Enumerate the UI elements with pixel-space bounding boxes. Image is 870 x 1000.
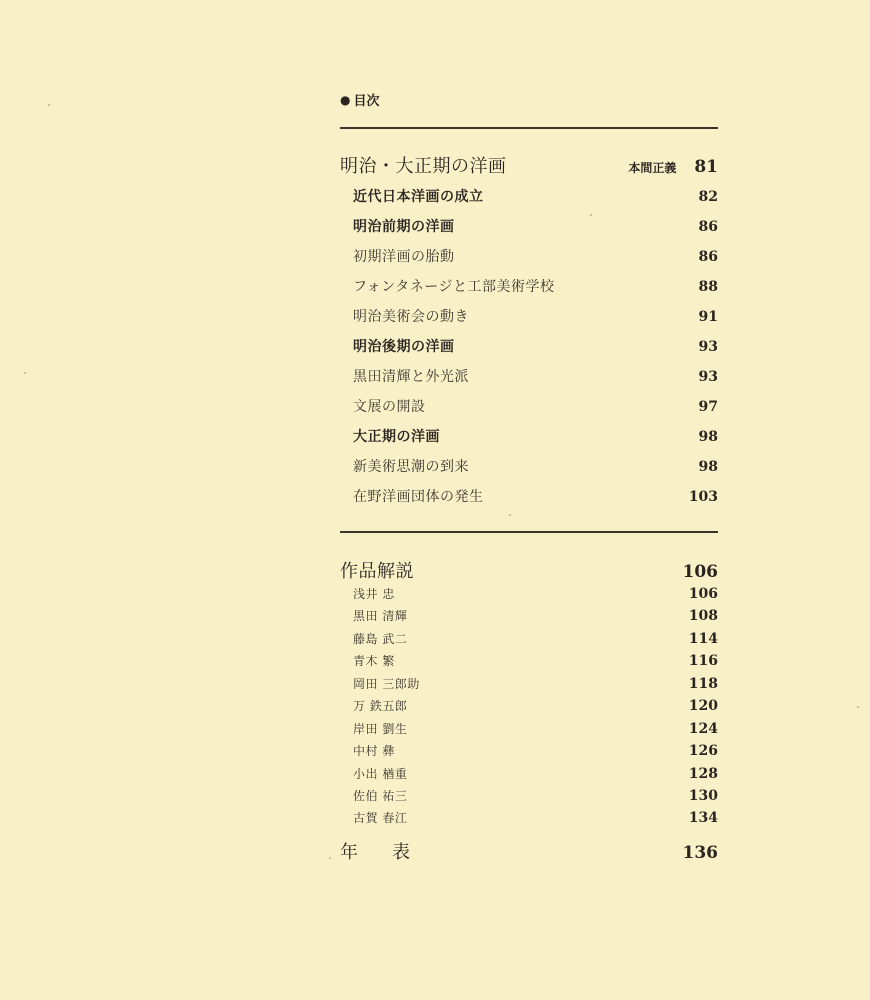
toc-entry-label: 大正期の洋画 [353,429,440,445]
toc-entry-page: 86 [698,249,718,265]
toc-artist-name: 万 鉄五郎 [353,699,408,713]
toc-header [340,90,380,109]
toc-section-title-row[interactable] [340,152,718,178]
toc-header-title: 目次 [353,94,380,109]
toc-artist-page: 128 [688,766,718,782]
toc-artist-page: 108 [688,608,718,624]
divider-top [340,127,718,129]
toc-artist-entry[interactable] [340,585,718,602]
toc-entry[interactable] [340,426,718,446]
toc-entry-label: 在野洋画団体の発生 [353,489,484,505]
toc-artist-entry[interactable] [340,697,718,714]
toc-section-title: 明治・大正期の洋画 [340,156,507,177]
toc-entry-label: 黒田清輝と外光派 [353,369,469,385]
toc-entry-page: 97 [698,399,718,415]
toc-entry-page: 103 [688,489,718,505]
toc-artist-entry[interactable] [340,607,718,624]
toc-artist-page: 116 [688,653,718,669]
toc-artist-entry[interactable] [340,630,718,647]
toc-artist-name: 古賀 春江 [353,811,408,825]
paper-speck [24,372,26,374]
toc-artist-page: 134 [688,810,718,826]
toc-entry[interactable] [340,336,718,356]
toc-works-page: 106 [682,562,718,582]
paper-speck [48,104,50,106]
toc-artist-name: 藤島 武二 [353,632,408,646]
toc-entry-label: 明治後期の洋画 [353,339,455,355]
toc-entry-label: 新美術思潮の到来 [353,459,469,475]
toc-entry[interactable] [340,246,718,266]
toc-entry-page: 98 [698,459,718,475]
toc-entry[interactable] [340,396,718,416]
toc-entry-page: 98 [698,429,718,445]
toc-entry[interactable] [340,216,718,236]
toc-entry-page: 93 [698,339,718,355]
toc-chronology-row[interactable] [340,838,718,864]
toc-entry-page: 93 [698,369,718,385]
toc-chronology-label-part: 表 [392,842,410,863]
toc-artist-name: 青木 繁 [353,654,395,668]
toc-artist-entry[interactable] [340,720,718,737]
toc-chronology-page: 136 [682,843,718,863]
toc-section-page: 81 [694,157,718,177]
toc-artist-entry[interactable] [340,652,718,669]
toc-section-author: 本間正義 [628,161,677,175]
toc-artist-name: 小出 楢重 [353,767,408,781]
toc-entry[interactable] [340,276,718,296]
toc-artist-entry[interactable] [340,675,718,692]
toc-artist-entry[interactable] [340,809,718,826]
toc-entry-label: 近代日本洋画の成立 [353,189,484,205]
toc-entry-label: 明治美術会の動き [353,309,469,325]
toc-artist-page: 106 [688,586,718,602]
toc-artist-page: 118 [688,676,718,692]
toc-entry[interactable] [340,366,718,386]
bullet-icon: ● [340,92,351,107]
toc-chronology-label-part: 年 [340,842,358,863]
toc-artist-name: 岡田 三郎助 [353,677,420,691]
toc-entry[interactable] [340,486,718,506]
divider-middle [340,531,718,533]
toc-entry[interactable] [340,186,718,206]
toc-entry-label: 明治前期の洋画 [353,219,455,235]
paper-speck [857,706,859,708]
toc-entry-page: 88 [698,279,718,295]
toc-artist-entry[interactable] [340,742,718,759]
toc-artist-name: 黒田 清輝 [353,609,408,623]
toc-artist-name: 中村 彝 [353,744,395,758]
toc-artist-page: 114 [688,631,718,647]
toc-artist-page: 130 [688,788,718,804]
toc-artist-page: 124 [688,721,718,737]
toc-artist-entry[interactable] [340,765,718,782]
toc-artist-page: 126 [688,743,718,759]
toc-entry-label: 文展の開設 [353,399,426,415]
toc-works-title: 作品解説 [340,561,414,582]
toc-entry-page: 86 [698,219,718,235]
paper-speck [509,514,511,516]
toc-entry[interactable] [340,306,718,326]
toc-artist-entry[interactable] [340,787,718,804]
toc-artist-name: 岸田 劉生 [353,722,408,736]
toc-entry[interactable] [340,456,718,476]
toc-entry-label: 初期洋画の胎動 [353,249,455,265]
toc-entry-label: フォンタネージと工部美術学校 [353,279,555,295]
toc-chronology-label [340,838,410,864]
toc-artist-page: 120 [688,698,718,714]
paper-speck [329,857,331,859]
toc-artist-name: 佐伯 祐三 [353,789,408,803]
toc-artist-name: 浅井 忠 [353,587,395,601]
toc-works-title-row[interactable] [340,557,718,583]
toc-entry-page: 82 [698,189,718,205]
toc-entry-page: 91 [698,309,718,325]
